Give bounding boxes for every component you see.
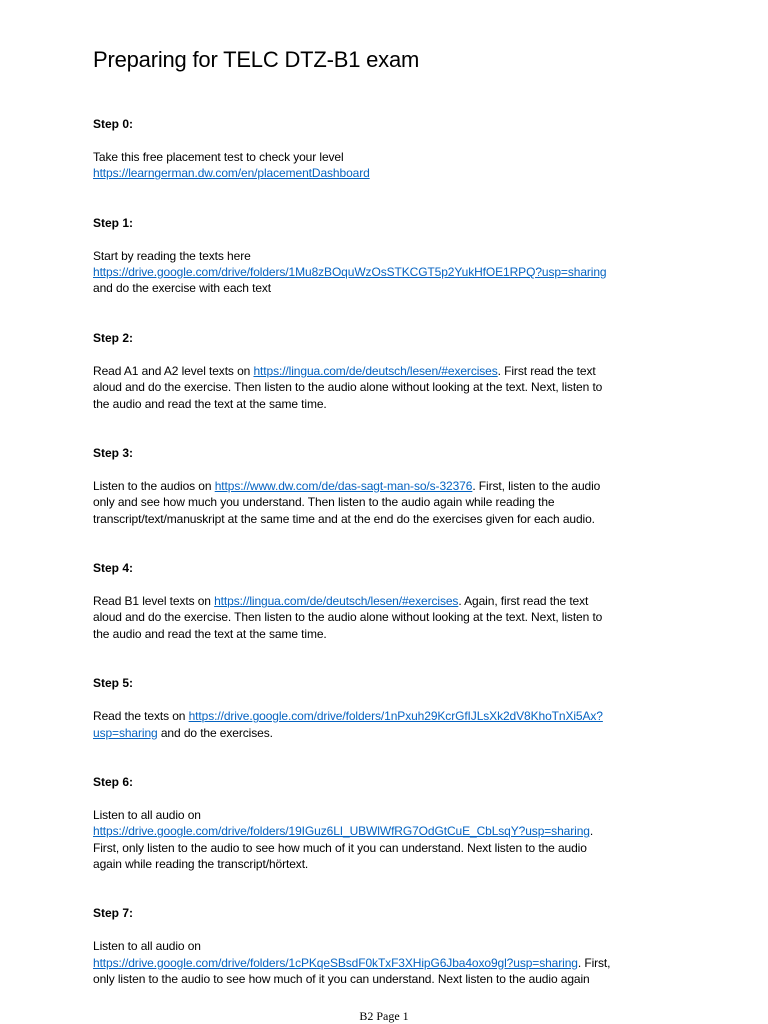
hyperlink[interactable]: https://drive.google.com/drive/folders/19IGuz6LI_UBWlWfRG7OdGtCuE_CbLsqY?usp=sharing — [93, 824, 590, 839]
step-section — [93, 560, 673, 642]
step-paragraph — [93, 478, 673, 527]
step-paragraph — [93, 708, 673, 741]
text-line — [93, 708, 673, 724]
step-heading: Step 7: — [93, 906, 134, 921]
text-line — [93, 165, 673, 181]
document-title: Preparing for TELC DTZ-B1 exam — [93, 47, 420, 72]
text-line — [93, 363, 673, 379]
step-heading: Step 6: — [93, 774, 134, 789]
text-line — [93, 807, 673, 823]
body-text: aloud and do the exercise. Then listen to the audio alone without looking at the text. Next, listen to — [93, 610, 603, 625]
body-text: aloud and do the exercise. Then listen to the audio alone without looking at the text. Next, listen to — [93, 380, 603, 395]
body-text: Read A1 and A2 level texts on — [93, 363, 254, 378]
body-text: transcript/text/manuskript at the same time and at the end do the exercises given for each audio. — [93, 511, 595, 526]
step-section — [93, 330, 673, 412]
hyperlink[interactable]: https://drive.google.com/drive/folders/1nPxuh29KcrGfIJLsXk2dV8KhoTnXi5Ax? — [188, 709, 603, 724]
text-line — [93, 626, 673, 642]
text-line — [93, 396, 673, 412]
text-line — [93, 248, 673, 264]
text-line — [93, 955, 673, 971]
body-text: Read the texts on — [93, 709, 189, 724]
step-paragraph — [93, 149, 673, 182]
body-text: . First read the text — [497, 363, 596, 378]
body-text: First, only listen to the audio to see how much of it you can understand. Next listen to the audio — [93, 840, 587, 855]
body-text: again while reading the transcript/hörtext. — [93, 857, 309, 872]
text-line — [93, 379, 673, 395]
text-line — [93, 938, 673, 954]
hyperlink[interactable]: https://drive.google.com/drive/folders/1cPKqeSBsdF0kTxF3XHipG6Jba4oxo9gl?usp=sharing — [93, 955, 578, 970]
text-line — [93, 149, 673, 165]
text-line — [93, 856, 673, 872]
step-heading: Step 2: — [93, 330, 134, 345]
hyperlink[interactable]: https://lingua.com/de/deutsch/lesen/#exercises — [253, 363, 498, 378]
body-text: the audio and read the text at the same time. — [93, 626, 327, 641]
hyperlink[interactable]: https://www.dw.com/de/das-sagt-man-so/s-32376 — [214, 478, 473, 493]
body-text: Read B1 level texts on — [93, 594, 215, 608]
body-text: and do the exercises. — [157, 725, 273, 740]
step-section — [93, 675, 673, 741]
step-heading: Step 5: — [93, 676, 134, 691]
body-text: only listen to the audio to see how much of it you can understand. Next listen to the audio again — [93, 972, 590, 987]
text-line — [93, 725, 673, 741]
body-text: and do the exercise with each text — [93, 281, 272, 296]
text-line — [93, 511, 673, 527]
step-heading: Step 1: — [93, 215, 134, 230]
hyperlink[interactable]: usp=sharing — [93, 725, 158, 740]
step-paragraph — [93, 938, 673, 987]
step-paragraph — [93, 593, 673, 642]
body-text: Listen to all audio on — [93, 939, 201, 954]
step-section — [93, 905, 673, 987]
page-footer: B2 Page 1 — [359, 1009, 409, 1023]
step-heading: Step 3: — [93, 445, 134, 460]
body-text: Start by reading the texts here — [93, 248, 251, 263]
step-paragraph — [93, 248, 673, 297]
step-section — [93, 445, 673, 527]
text-line — [93, 264, 673, 280]
body-text: only and see how much you understand. Then listen to the audio again while reading the — [93, 495, 555, 510]
step-section — [93, 774, 673, 873]
body-text: the audio and read the text at the same time. — [93, 396, 327, 411]
hyperlink[interactable]: https://learngerman.dw.com/en/placementDashboard — [93, 166, 370, 181]
hyperlink[interactable]: https://drive.google.com/drive/folders/1Mu8zBOquWzOsSTKCGT5p2YukHfOE1RPQ?usp=sharing — [93, 265, 607, 280]
text-line — [93, 823, 673, 839]
text-line — [93, 593, 673, 609]
step-paragraph — [93, 807, 673, 873]
step-section — [93, 215, 673, 297]
step-paragraph — [93, 363, 673, 412]
body-text: Listen to all audio on — [93, 807, 201, 822]
hyperlink[interactable]: https://lingua.com/de/deutsch/lesen/#exercises — [214, 594, 459, 608]
step-heading: Step 0: — [93, 117, 134, 131]
text-line — [93, 840, 673, 856]
text-line — [93, 609, 673, 625]
text-line — [93, 494, 673, 510]
step-heading: Step 4: — [93, 561, 134, 576]
document-body — [93, 44, 673, 988]
step-section — [93, 116, 673, 182]
body-text: . First, — [577, 955, 611, 970]
text-line — [93, 280, 673, 296]
body-text: . Again, first read the text — [458, 594, 589, 608]
steps-list — [93, 116, 673, 988]
body-text: Take this free placement test to check your level — [93, 149, 344, 164]
body-text: . — [589, 824, 594, 839]
text-line — [93, 971, 673, 987]
body-text: Listen to the audios on — [93, 478, 215, 493]
body-text: . First, listen to the audio — [472, 478, 601, 493]
text-line — [93, 478, 673, 494]
